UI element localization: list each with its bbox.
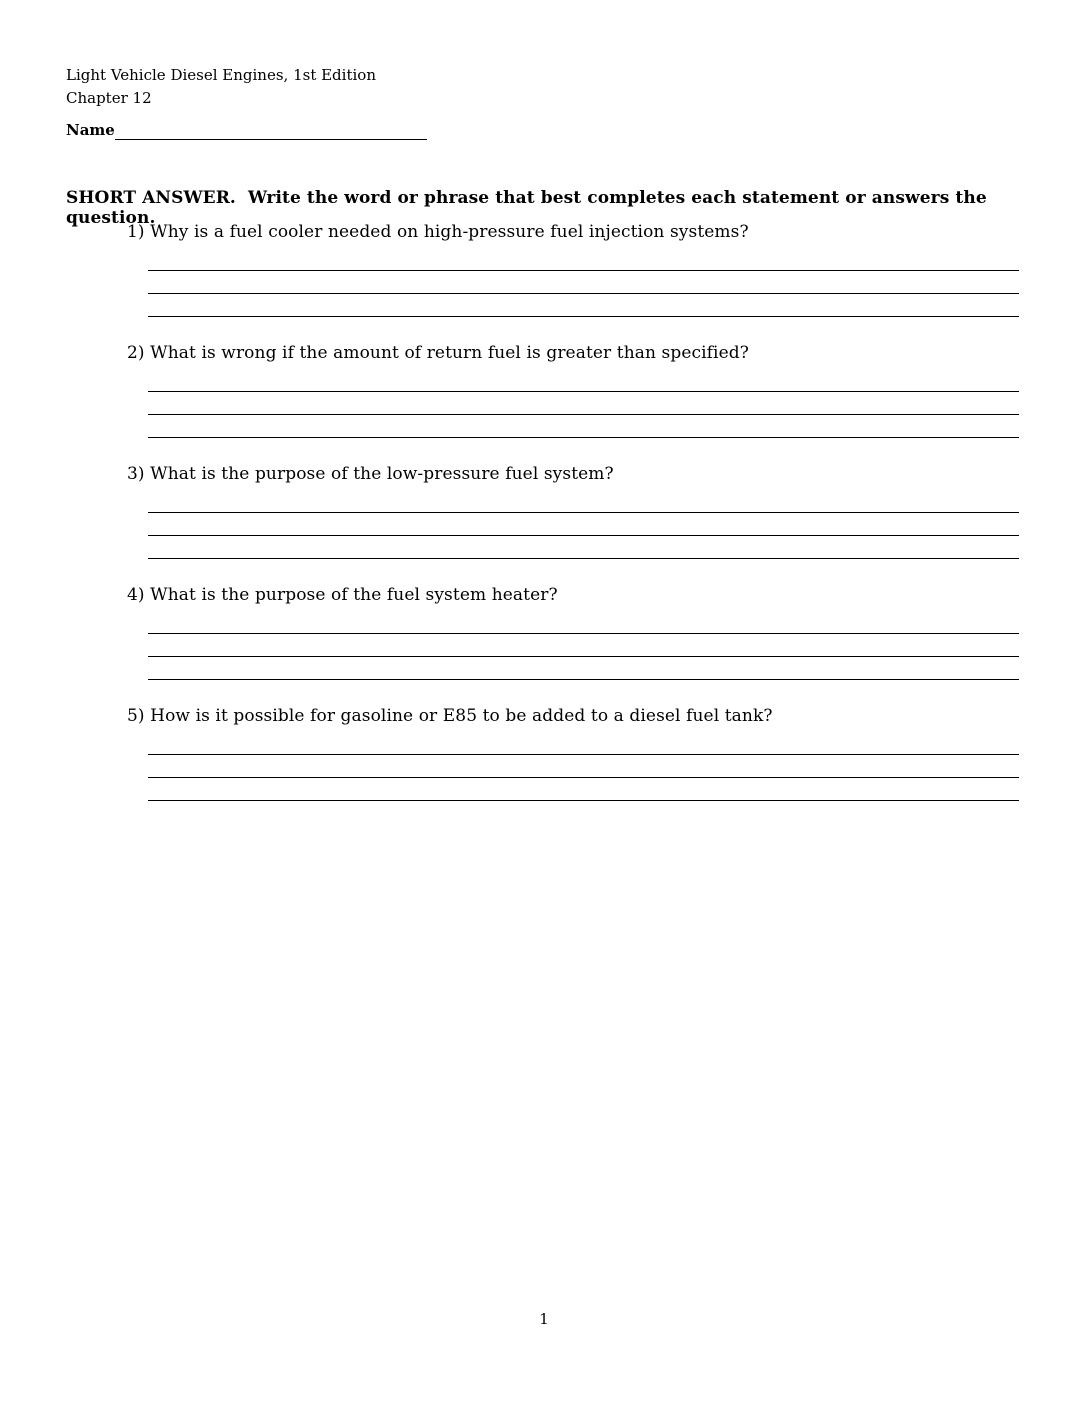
- document-title: Light Vehicle Diesel Engines, 1st Edition: [66, 66, 376, 84]
- answer-line: [148, 490, 1019, 513]
- question-1-answer-area: [148, 248, 1019, 317]
- name-blank-line: [115, 120, 427, 140]
- question-2-text: 2) What is wrong if the amount of return fuel is greater than specified?: [127, 343, 749, 363]
- answer-line: [148, 271, 1019, 294]
- chapter-label: Chapter 12: [66, 88, 152, 107]
- answer-line: [148, 778, 1019, 801]
- answer-line: [148, 755, 1019, 778]
- answer-line: [148, 248, 1019, 271]
- question-2: [127, 343, 1027, 438]
- answer-line: [148, 369, 1019, 392]
- answer-line: [148, 392, 1019, 415]
- question-1-text: 1) Why is a fuel cooler needed on high-pressure fuel injection systems?: [127, 222, 749, 242]
- answer-line: [148, 415, 1019, 438]
- answer-line: [148, 536, 1019, 559]
- document-header: [66, 64, 376, 109]
- page-number: 1: [539, 1310, 549, 1328]
- question-3-answer-area: [148, 490, 1019, 559]
- answer-line: [148, 294, 1019, 317]
- question-4-answer-area: [148, 611, 1019, 680]
- question-5: [127, 706, 1027, 801]
- name-label: Name: [66, 121, 115, 139]
- question-4: [127, 585, 1027, 680]
- question-1: [127, 222, 1027, 317]
- question-5-text: 5) How is it possible for gasoline or E85 to be added to a diesel fuel tank?: [127, 706, 773, 726]
- name-field-row: [66, 120, 427, 140]
- answer-line: [148, 732, 1019, 755]
- answer-line: [148, 634, 1019, 657]
- question-3: [127, 464, 1027, 559]
- answer-line: [148, 513, 1019, 536]
- section-heading: SHORT ANSWER. Write the word or phrase that best completes each statement or answers the question.: [66, 188, 993, 228]
- question-5-answer-area: [148, 732, 1019, 801]
- answer-line: [148, 657, 1019, 680]
- question-2-answer-area: [148, 369, 1019, 438]
- answer-line: [148, 611, 1019, 634]
- question-4-text: 4) What is the purpose of the fuel system heater?: [127, 585, 558, 605]
- question-3-text: 3) What is the purpose of the low-pressure fuel system?: [127, 464, 614, 484]
